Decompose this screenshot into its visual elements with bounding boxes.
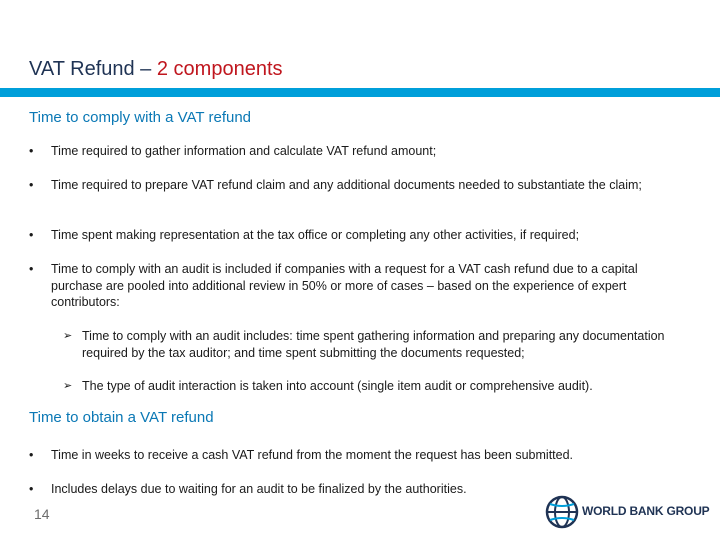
slide-title-main: VAT Refund –: [29, 58, 157, 80]
slide-title-accent: 2 components: [156, 58, 283, 80]
page-number: 14: [34, 506, 50, 522]
bullet-dot: •: [29, 178, 34, 192]
bullet-dot: •: [29, 144, 34, 158]
section-heading-comply: Time to comply with a VAT refund: [29, 109, 252, 126]
bullet-dot: •: [29, 262, 34, 276]
bullet-text: Time in weeks to receive a cash VAT refund from the moment the request has been submitted.: [51, 448, 574, 462]
sub-bullet-item: [63, 378, 683, 395]
title-divider: [0, 88, 720, 97]
bullet-dot: •: [29, 448, 34, 462]
arrow-bullet-icon: ➢: [63, 380, 73, 392]
sub-bullet-item: [63, 328, 683, 361]
logo-text: WORLD BANK GROUP: [582, 504, 710, 518]
bullet-dot: •: [29, 228, 34, 242]
bullet-item: [29, 143, 689, 160]
bullet-item: [29, 227, 689, 244]
arrow-bullet-icon: ➢: [63, 330, 73, 342]
bullet-item: [29, 177, 689, 194]
sub-bullet-text: The type of audit interaction is taken into account (single item audit or comprehensive audit).: [82, 379, 593, 393]
bullet-text: Time to comply with an audit is included if companies with a request for a VAT cash refund due to a capital purchase are pooled into additional review in 50% or more of cases – based on the experience of expert contributors:: [51, 262, 638, 309]
bullet-item: [29, 447, 689, 464]
bullet-text: Time required to gather information and calculate VAT refund amount;: [51, 144, 437, 158]
bullet-dot: •: [29, 482, 34, 496]
bullet-text: Time spent making representation at the tax office or completing any other activities, if required;: [51, 228, 580, 242]
slide-title: [29, 58, 283, 81]
bullet-text: Time required to prepare VAT refund claim and any additional documents needed to substantiate the claim;: [51, 178, 642, 192]
world-bank-group-logo: [545, 495, 713, 529]
sub-bullet-text: Time to comply with an audit includes: time spent gathering information and preparing any documentation required by the tax auditor; and time spent submitting the documents requested;: [82, 329, 665, 360]
bullet-item: [29, 261, 689, 311]
section-heading-obtain: Time to obtain a VAT refund: [29, 409, 214, 426]
globe-icon: [545, 495, 579, 529]
bullet-text: Includes delays due to waiting for an audit to be finalized by the authorities.: [51, 482, 467, 496]
